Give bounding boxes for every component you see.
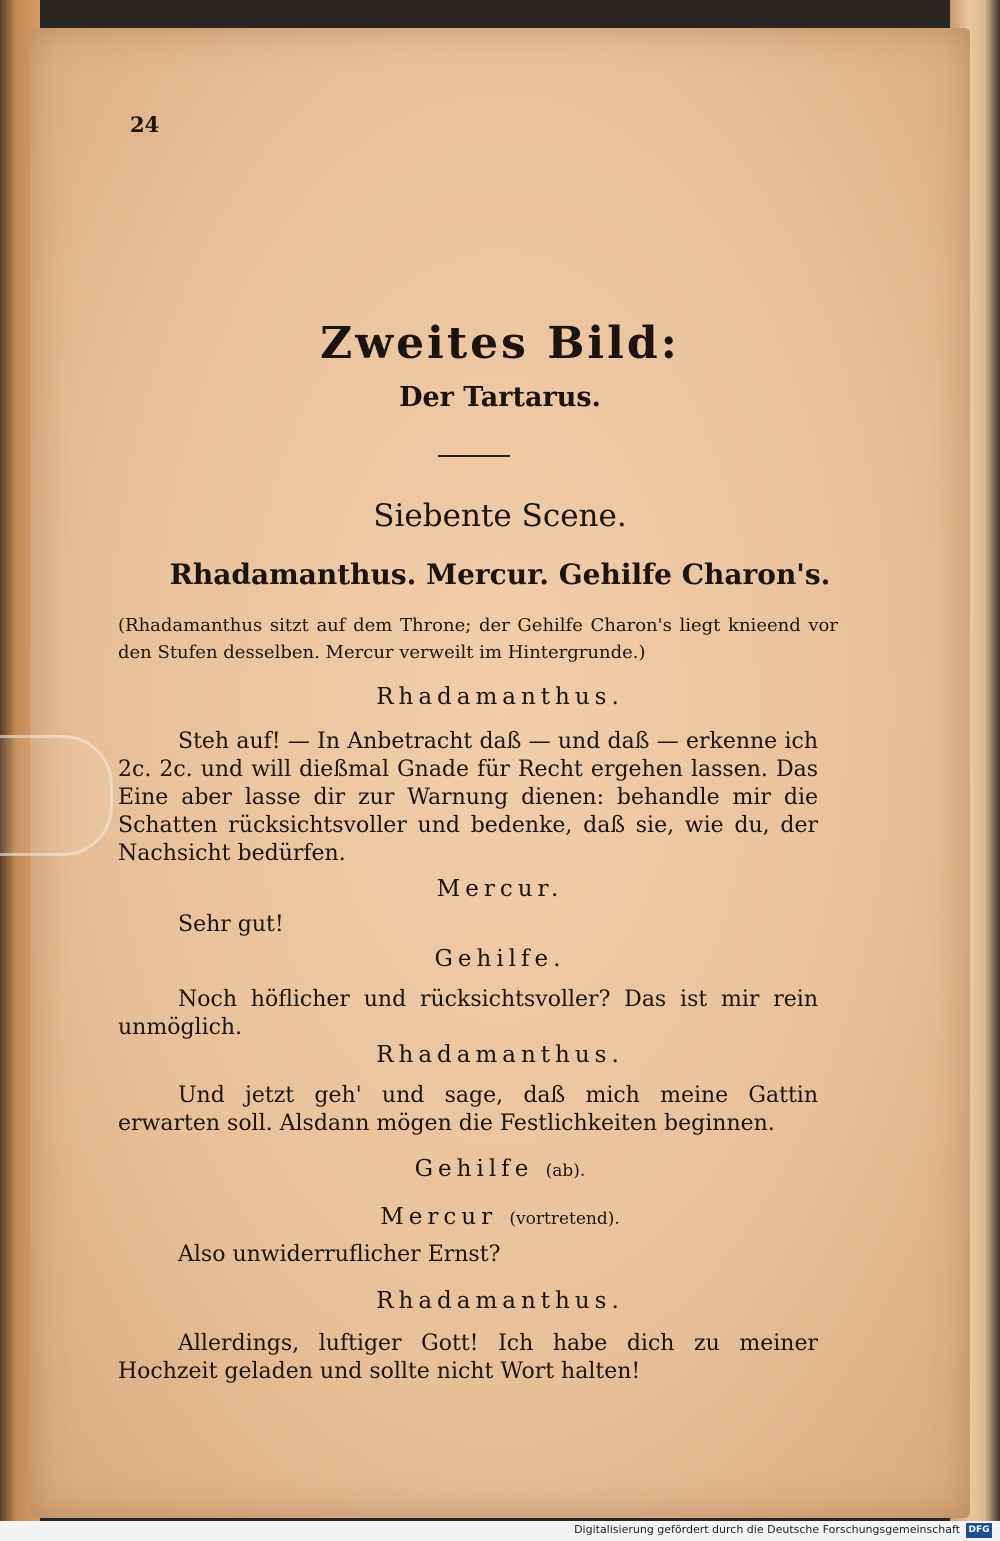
dialogue-text: Und jetzt geh' und sage, daß mich meine Gattin erwarten soll. Alsdann mögen die Festlichkeiten beginnen.	[118, 1083, 818, 1136]
divider-rule	[438, 455, 510, 457]
dialogue-text: Sehr gut!	[178, 912, 284, 937]
dialogue-text: Allerdings, luftiger Gott! Ich habe dich zu meiner Hochzeit geladen und sollte nicht Wort halten!	[118, 1331, 818, 1384]
footer-bar	[0, 1521, 1000, 1541]
dialogue-text: Steh auf! — In Anbetracht daß — und daß — erkenne ich 2c. 2c. und will dießmal Gnade für Recht ergehen lassen. Das Eine aber lasse dir zur Warnung dienen: behandle mir die Schatten rücksichtsvoller und bedenke, daß sie, wie du, der Nachsicht bedürfen.	[118, 729, 818, 866]
page-subtitle: Der Tartarus.	[399, 382, 601, 413]
character-list: Rhadamanthus. Mercur. Gehilfe Charon's.	[169, 558, 831, 591]
page-clip	[0, 735, 113, 856]
stage-note: (ab).	[545, 1161, 586, 1181]
speaker-name	[0, 1156, 1000, 1182]
dialogue-text: Also unwiderruflicher Ernst?	[178, 1242, 501, 1267]
dfg-logo: DFG	[966, 1523, 992, 1538]
speaker-name	[0, 1204, 1000, 1230]
stage-direction: (Rhadamanthus sitzt auf dem Throne; der Gehilfe Charon's liegt knieend vor den Stufen desselben. Mercur verweilt im Hintergrunde.)	[118, 615, 838, 663]
speaker-name: Rhadamanthus.	[376, 684, 624, 710]
speaker-name: Rhadamanthus.	[376, 1288, 624, 1314]
speaker-name: Rhadamanthus.	[376, 1042, 624, 1068]
page-number: 24	[130, 112, 160, 137]
scene-heading: Siebente Scene.	[373, 498, 627, 534]
stage-note: (vortretend).	[509, 1209, 620, 1229]
page-title: Zweites Bild:	[320, 318, 680, 369]
footer-credit: Digitalisierung gefördert durch die Deutsche Forschungsgemeinschaft	[574, 1523, 960, 1536]
speaker-name: Gehilfe.	[434, 946, 566, 972]
speaker-label: Mercur	[380, 1204, 498, 1230]
speaker-name: Mercur.	[436, 876, 564, 902]
dialogue-text: Noch höflicher und rücksichtsvoller? Das ist mir rein unmöglich.	[118, 987, 818, 1040]
speaker-label: Gehilfe	[414, 1156, 534, 1182]
